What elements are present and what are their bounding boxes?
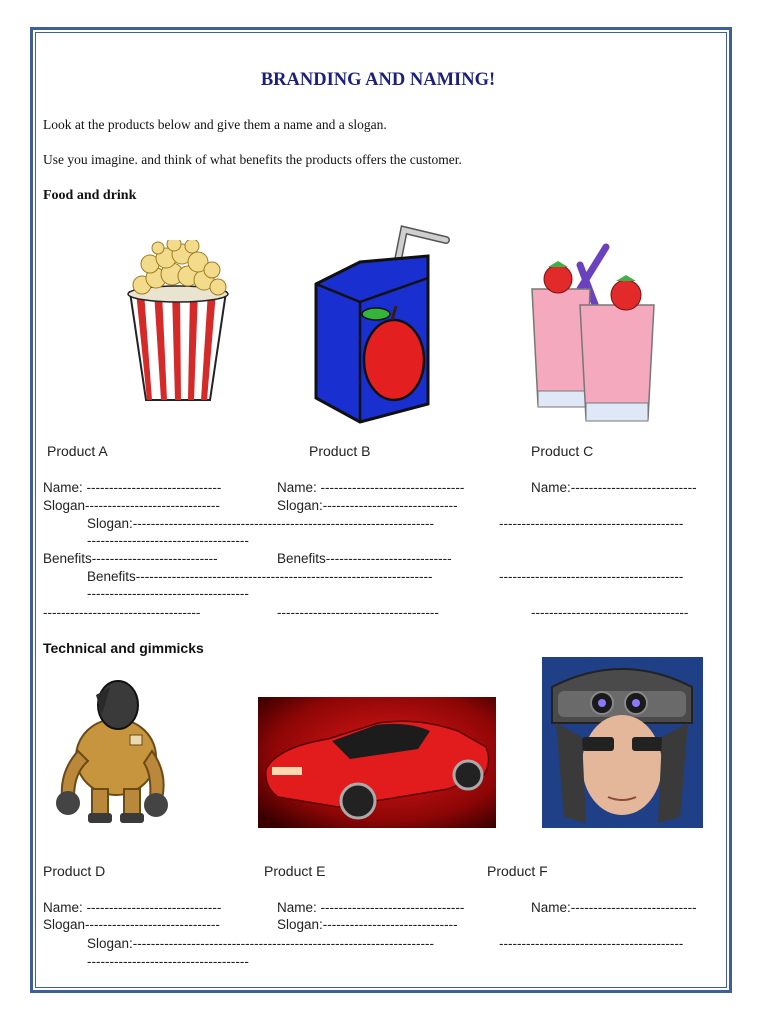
slogan-line-f: ----------------------------------------- [499,936,684,951]
sports-car-image [258,697,496,828]
extra-line-b: ------------------------------------ [277,605,439,620]
extra-line-a: ----------------------------------- [43,605,201,620]
slogan-line-c: ----------------------------------------- [499,516,684,531]
headset-man-image [542,657,703,828]
page-title: BRANDING AND NAMING! [260,70,496,90]
section-food-heading: Food and drink [43,188,137,203]
name-field-c: Name:---------------------------- [531,480,697,495]
name-field-f: Name:---------------------------- [531,900,697,915]
product-c-label: Product C [531,443,594,459]
name-field-d: Name: ------------------------------ [43,900,222,915]
popcorn-image [122,240,234,405]
slogan-line-cont-tech: ------------------------------------ [87,954,249,969]
benefits-field-a: Benefits---------------------------- [43,551,218,566]
section-tech-heading: Technical and gimmicks [43,640,204,656]
juice-box-image [312,222,452,427]
slogan-line-cont: ------------------------------------ [87,533,249,548]
product-b-label: Product B [309,443,371,459]
intro-line-1: Look at the products below and give them a name and a slogan. [43,117,387,132]
name-field-a: Name: ------------------------------ [43,480,222,495]
robot-toy-image [48,675,180,830]
slogan-field-b: Slogan:------------------------------ [277,498,458,513]
slogan-field-d: Slogan------------------------------ [43,917,220,932]
product-a-label: Product A [47,443,108,459]
benefits-field-b: Benefits---------------------------- [277,551,452,566]
product-e-label: Product E [264,863,326,879]
product-d-label: Product D [43,863,106,879]
slogan-field-e: Slogan:------------------------------ [277,917,458,932]
benefits-line-c: ----------------------------------------- [499,569,684,584]
product-f-label: Product F [487,863,548,879]
benefits-field-c: Benefits------------------------------------------------------------------ [87,569,433,584]
slogan-field-f: Slogan:------------------------------------------------------------------- [87,936,434,951]
name-field-b: Name: -------------------------------- [277,480,465,495]
extra-line-c: ----------------------------------- [531,605,689,620]
intro-line-2: Use you imagine. and think of what benefits the products offers the customer. [43,152,462,167]
benefits-line-cont: ------------------------------------ [87,586,249,601]
milkshake-image [528,243,656,425]
name-field-e: Name: -------------------------------- [277,900,465,915]
slogan-field-a: Slogan------------------------------ [43,498,220,513]
slogan-field-c: Slogan:------------------------------------------------------------------- [87,516,434,531]
